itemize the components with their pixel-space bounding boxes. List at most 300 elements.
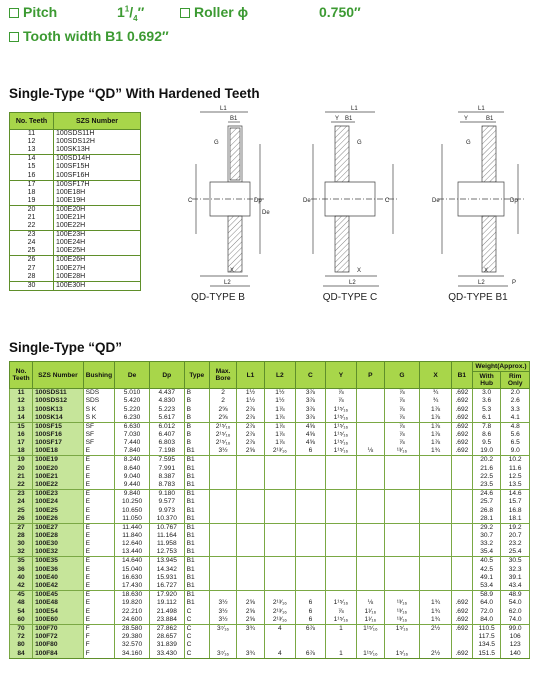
bushing-cell: SF [83, 439, 115, 447]
b1-cell: .692 [451, 599, 472, 607]
table-row [10, 422, 530, 431]
y-cell [325, 540, 357, 548]
teeth-cell: 27 [10, 523, 33, 532]
x-cell [420, 515, 452, 524]
p-cell [357, 515, 384, 524]
col-header-l2: L2 [264, 362, 296, 389]
weight-rim-only-cell: 62.0 [501, 607, 530, 615]
type-cell: B1 [184, 506, 209, 514]
de-cell: 11.050 [115, 515, 150, 524]
weight-rim-only-cell: 18.1 [501, 515, 530, 524]
szs-number-cell: 100E21H [54, 214, 141, 222]
b1-cell: .692 [451, 405, 472, 413]
y-cell: 1 [325, 650, 357, 659]
teeth-cell: 36 [10, 565, 33, 573]
de-cell: 24.600 [115, 616, 150, 625]
g-cell: ⅞ [384, 439, 420, 447]
dp-cell: 23.884 [149, 616, 184, 625]
dim-x: X [230, 268, 235, 274]
x-cell [420, 548, 452, 557]
weight-rim-only-cell: 20.7 [501, 532, 530, 540]
p-cell [357, 414, 384, 423]
teeth-cell: 28 [10, 532, 33, 540]
dp-cell: 13.945 [149, 557, 184, 566]
table-row [10, 138, 141, 146]
teeth-cell: 15 [10, 422, 33, 431]
col-header-type: Type [184, 362, 209, 389]
szs-number-cell: 100E25H [54, 247, 141, 256]
szs-number-cell: 100E27H [54, 264, 141, 272]
weight-with-hub-cell: 23.5 [472, 481, 500, 490]
teeth-cell: 24 [10, 498, 33, 506]
de-cell: 13.440 [115, 548, 150, 557]
weight-with-hub-cell: 40.5 [472, 557, 500, 566]
de-cell: 29.380 [115, 633, 150, 641]
b1-cell [451, 515, 472, 524]
teeth-cell: 22 [10, 481, 33, 490]
x-cell [420, 532, 452, 540]
teeth-cell: 16 [10, 431, 33, 439]
table-row [10, 214, 141, 222]
y-cell: ⅞ [325, 397, 357, 405]
bushing-cell: E [83, 506, 115, 514]
c-cell [296, 582, 325, 591]
qd-type-b1-diagram [420, 104, 530, 292]
l2-cell [264, 540, 296, 548]
weight-with-hub-cell: 25.7 [472, 498, 500, 506]
teeth-cell: 13 [10, 405, 33, 413]
y-cell [325, 498, 357, 506]
x-cell [420, 582, 452, 591]
dp-cell: 21.498 [149, 607, 184, 615]
teeth-cell: 23 [10, 490, 33, 499]
c-cell: 3⅞ [296, 414, 325, 423]
x-cell: 1⅞ [420, 422, 452, 431]
weight-with-hub-cell: 72.0 [472, 607, 500, 615]
y-cell [325, 515, 357, 524]
b1-cell [451, 591, 472, 600]
l2-cell [264, 557, 296, 566]
de-cell: 6.630 [115, 422, 150, 431]
bushing-cell: E [83, 591, 115, 600]
l2-cell [264, 481, 296, 490]
de-cell: 8.240 [115, 456, 150, 465]
dim-c: C [188, 198, 193, 204]
szs-number-cell: 100F84 [33, 650, 84, 659]
table-row [10, 256, 141, 265]
type-cell: C [184, 616, 209, 625]
teeth-cell: 32 [10, 548, 33, 557]
type-cell: B1 [184, 481, 209, 490]
weight-rim-only-cell: 54.0 [501, 599, 530, 607]
y-cell [325, 506, 357, 514]
de-cell: 9.040 [115, 473, 150, 481]
b1-cell [451, 532, 472, 540]
dp-cell: 14.342 [149, 565, 184, 573]
c-cell [296, 574, 325, 582]
type-cell: B1 [184, 498, 209, 506]
bushing-cell: E [83, 515, 115, 524]
bushing-cell: E [83, 447, 115, 456]
type-cell: B1 [184, 490, 209, 499]
l2-cell [264, 506, 296, 514]
dp-cell: 15.931 [149, 574, 184, 582]
checkbox-icon [180, 8, 190, 18]
de-cell: 7.840 [115, 447, 150, 456]
weight-rim-only-cell: 2.6 [501, 397, 530, 405]
c-cell: 4⅝ [296, 422, 325, 431]
table-row [10, 650, 530, 659]
szs-number-cell: 100SF17 [33, 439, 84, 447]
l2-cell: 1⅞ [264, 431, 296, 439]
checkbox-icon [9, 32, 19, 42]
p-cell [357, 498, 384, 506]
szs-number-cell: 100E35 [33, 557, 84, 566]
dim-g: G [466, 140, 471, 146]
l1-cell: 3¾ [237, 624, 264, 633]
type-cell: C [184, 624, 209, 633]
de-cell: 8.640 [115, 464, 150, 472]
teeth-cell: 54 [10, 607, 33, 615]
table-row [10, 431, 530, 439]
g-cell: ⅞ [384, 397, 420, 405]
y-cell [325, 582, 357, 591]
g-cell [384, 574, 420, 582]
table-row [10, 239, 141, 247]
b1-cell: .692 [451, 389, 472, 398]
teeth-cell: 25 [10, 506, 33, 514]
l1-cell: 1½ [237, 389, 264, 398]
b1-cell: .692 [451, 414, 472, 423]
bushing-cell: E [83, 523, 115, 532]
b1-cell [451, 540, 472, 548]
teeth-cell: 26 [10, 256, 54, 265]
bushing-cell: E [83, 498, 115, 506]
bushing-cell: E [83, 540, 115, 548]
c-cell [296, 633, 325, 641]
pitch-den: 4 [133, 13, 138, 23]
y-cell: 1 [325, 624, 357, 633]
dp-cell: 4.437 [149, 389, 184, 398]
g-cell: ¹³⁄₁₆ [384, 447, 420, 456]
teeth-cell: 18 [10, 447, 33, 456]
l2-cell [264, 464, 296, 472]
bushing-cell: E [83, 481, 115, 490]
c-cell: 6⅞ [296, 624, 325, 633]
g-cell [384, 490, 420, 499]
l2-cell: 1⅞ [264, 405, 296, 413]
szs-number-cell: 100E54 [33, 607, 84, 615]
c-cell [296, 473, 325, 481]
max-bore-cell [209, 515, 236, 524]
l1-cell [237, 481, 264, 490]
c-cell: 4⅝ [296, 439, 325, 447]
section1-title: Single-Type “QD” With Hardened Teeth [9, 86, 260, 101]
l2-cell [264, 548, 296, 557]
dim-p: P [512, 280, 517, 286]
p-cell [357, 574, 384, 582]
l1-cell: 1½ [237, 397, 264, 405]
weight-rim-only-cell: 30.5 [501, 557, 530, 566]
x-cell [420, 464, 452, 472]
x-cell: 2½ [420, 624, 452, 633]
g-cell [384, 548, 420, 557]
dp-cell: 17.920 [149, 591, 184, 600]
l2-cell: 1⅞ [264, 414, 296, 423]
p-cell [357, 557, 384, 566]
c-cell [296, 464, 325, 472]
de-cell: 18.630 [115, 591, 150, 600]
teeth-cell: 12 [10, 138, 54, 146]
y-cell [325, 532, 357, 540]
max-bore-cell: 2¹⁵⁄₁₆ [209, 431, 236, 439]
table-row [10, 548, 530, 557]
b1-cell [451, 557, 472, 566]
x-cell [420, 498, 452, 506]
g-cell [384, 473, 420, 481]
dim-l1: L1 [478, 106, 485, 112]
szs-number-cell: 100SK14 [33, 414, 84, 423]
p-cell [357, 641, 384, 649]
l1-cell: 3¾ [237, 650, 264, 659]
max-bore-cell [209, 574, 236, 582]
table-row [10, 591, 530, 600]
l2-cell: 2¹³⁄₁₆ [264, 607, 296, 615]
l1-cell: 2⅝ [237, 599, 264, 607]
b1-cell [451, 464, 472, 472]
y-cell [325, 473, 357, 481]
type-cell: B1 [184, 515, 209, 524]
l1-cell [237, 473, 264, 481]
max-bore-cell: 2 [209, 397, 236, 405]
p-cell [357, 397, 384, 405]
bushing-cell: SF [83, 431, 115, 439]
de-cell: 11.440 [115, 523, 150, 532]
weight-with-hub-cell: 33.2 [472, 540, 500, 548]
g-cell [384, 532, 420, 540]
col-header-teeth: No. Teeth [10, 362, 33, 389]
l1-cell: 2⅝ [237, 607, 264, 615]
weight-with-hub-cell: 30.7 [472, 532, 500, 540]
p-cell [357, 532, 384, 540]
dp-cell: 7.991 [149, 464, 184, 472]
weight-rim-only-cell: 16.8 [501, 506, 530, 514]
b1-cell [451, 506, 472, 514]
l2-cell [264, 456, 296, 465]
l1-cell [237, 582, 264, 591]
b1-cell: .692 [451, 624, 472, 633]
szs-number-cell: 100E45 [33, 591, 84, 600]
weight-rim-only-cell: 5.6 [501, 431, 530, 439]
col-header-de: De [115, 362, 150, 389]
tooth-width-spec [9, 28, 169, 44]
l2-cell: 1½ [264, 389, 296, 398]
dim-b1: B1 [345, 116, 353, 122]
g-cell [384, 565, 420, 573]
szs-number-cell: 100E27 [33, 523, 84, 532]
weight-rim-only-cell: 74.0 [501, 616, 530, 625]
bushing-cell: E [83, 582, 115, 591]
weight-with-hub-cell: 22.5 [472, 473, 500, 481]
l1-cell: 2⅞ [237, 431, 264, 439]
x-cell [420, 456, 452, 465]
max-bore-cell: 3½ [209, 599, 236, 607]
x-cell: 1⅞ [420, 414, 452, 423]
weight-with-hub-cell: 28.1 [472, 515, 500, 524]
max-bore-cell: 3½ [209, 616, 236, 625]
dp-cell: 27.862 [149, 624, 184, 633]
teeth-cell: 80 [10, 641, 33, 649]
type-cell: B [184, 414, 209, 423]
type-cell: C [184, 650, 209, 659]
weight-rim-only-cell: 6.5 [501, 439, 530, 447]
col-header-y: Y [325, 362, 357, 389]
b1-cell [451, 633, 472, 641]
type-cell: B [184, 439, 209, 447]
l1-cell [237, 515, 264, 524]
de-cell: 28.580 [115, 624, 150, 633]
p-cell [357, 456, 384, 465]
weight-rim-only-cell: 39.1 [501, 574, 530, 582]
max-bore-cell [209, 557, 236, 566]
dim-g: G [214, 140, 219, 146]
bushing-cell: E [83, 456, 115, 465]
l2-cell [264, 574, 296, 582]
teeth-cell: 12 [10, 397, 33, 405]
teeth-cell: 72 [10, 633, 33, 641]
teeth-cell: 21 [10, 214, 54, 222]
p-cell: 1¹⁵⁄₁₆ [357, 650, 384, 659]
table-row [10, 247, 141, 256]
szs-number-cell: 100E40 [33, 574, 84, 582]
b1-cell [451, 548, 472, 557]
p-cell [357, 565, 384, 573]
y-cell: ⅞ [325, 607, 357, 615]
teeth-cell: 60 [10, 616, 33, 625]
b1-cell: .692 [451, 607, 472, 615]
dp-cell: 6.803 [149, 439, 184, 447]
teeth-cell: 17 [10, 180, 54, 189]
weight-with-hub-cell: 8.6 [472, 431, 500, 439]
szs-number-cell: 100E30 [33, 540, 84, 548]
table-row [10, 389, 530, 398]
roller-label: Roller ϕ [194, 4, 249, 20]
l2-cell [264, 523, 296, 532]
dp-cell: 8.387 [149, 473, 184, 481]
l1-cell: 2⅝ [237, 616, 264, 625]
dp-cell: 10.767 [149, 523, 184, 532]
g-cell [384, 506, 420, 514]
weight-with-hub-cell: 42.5 [472, 565, 500, 573]
pitch-whole: 1 [117, 4, 125, 20]
y-cell [325, 481, 357, 490]
l2-cell: 4 [264, 650, 296, 659]
max-bore-cell: 2⅝ [209, 414, 236, 423]
dp-cell: 19.112 [149, 599, 184, 607]
szs-number-cell: 100SD14H [54, 155, 141, 164]
l1-cell [237, 464, 264, 472]
teeth-cell: 45 [10, 591, 33, 600]
table-row [10, 273, 141, 282]
c-cell [296, 506, 325, 514]
roller-value: 0.750″ [319, 4, 361, 20]
szs-number-cell: 100E60 [33, 616, 84, 625]
p-cell [357, 464, 384, 472]
table-row [10, 197, 141, 206]
max-bore-cell [209, 582, 236, 591]
max-bore-cell: 3⁷⁄₁₆ [209, 650, 236, 659]
table-row [10, 481, 530, 490]
teeth-cell: 26 [10, 515, 33, 524]
weight-rim-only-cell: 43.4 [501, 582, 530, 591]
g-cell [384, 515, 420, 524]
dim-l2: L2 [478, 280, 485, 286]
col-header-weight: Weight(Approx.) [472, 362, 529, 372]
p-cell: ⅛ [357, 447, 384, 456]
c-cell [296, 490, 325, 499]
teeth-cell: 25 [10, 247, 54, 256]
y-cell [325, 523, 357, 532]
b1-cell [451, 490, 472, 499]
dim-de: De [432, 198, 440, 204]
de-cell: 10.250 [115, 498, 150, 506]
weight-rim-only-cell: 10.2 [501, 456, 530, 465]
bushing-cell: SF [83, 422, 115, 431]
weight-with-hub-cell: 3.6 [472, 397, 500, 405]
col-header-c: C [296, 362, 325, 389]
y-cell [325, 456, 357, 465]
y-cell [325, 633, 357, 641]
l2-cell: 1⅞ [264, 439, 296, 447]
x-cell: 1¾ [420, 599, 452, 607]
weight-rim-only-cell: 15.7 [501, 498, 530, 506]
weight-with-hub-cell: 20.2 [472, 456, 500, 465]
l1-cell: 2⅞ [237, 414, 264, 423]
szs-number-cell: 100SDS12 [33, 397, 84, 405]
dim-x: X [484, 268, 489, 274]
x-cell: 1¾ [420, 447, 452, 456]
szs-number-cell: 100SK13H [54, 146, 141, 155]
de-cell: 9.840 [115, 490, 150, 499]
teeth-cell: 17 [10, 439, 33, 447]
table-row [10, 163, 141, 171]
max-bore-cell [209, 456, 236, 465]
bushing-cell: E [83, 607, 115, 615]
c-cell [296, 498, 325, 506]
b1-cell: .692 [451, 650, 472, 659]
weight-with-hub-cell: 151.5 [472, 650, 500, 659]
p-cell [357, 540, 384, 548]
l1-cell [237, 532, 264, 540]
p-cell [357, 389, 384, 398]
p-cell [357, 490, 384, 499]
section2-title: Single-Type “QD” [9, 340, 123, 355]
max-bore-cell [209, 490, 236, 499]
y-cell [325, 548, 357, 557]
bushing-cell: E [83, 574, 115, 582]
teeth-cell: 35 [10, 557, 33, 566]
de-cell: 9.440 [115, 481, 150, 490]
x-cell: ¾ [420, 389, 452, 398]
pitch-label: Pitch [23, 4, 58, 20]
l1-cell: 2⅝ [237, 447, 264, 456]
bushing-cell: E [83, 490, 115, 499]
dp-cell: 9.180 [149, 490, 184, 499]
weight-with-hub-cell: 53.4 [472, 582, 500, 591]
l2-cell: 1½ [264, 397, 296, 405]
x-cell [420, 557, 452, 566]
diagram-label-b1: QD-TYPE B1 [448, 292, 508, 303]
